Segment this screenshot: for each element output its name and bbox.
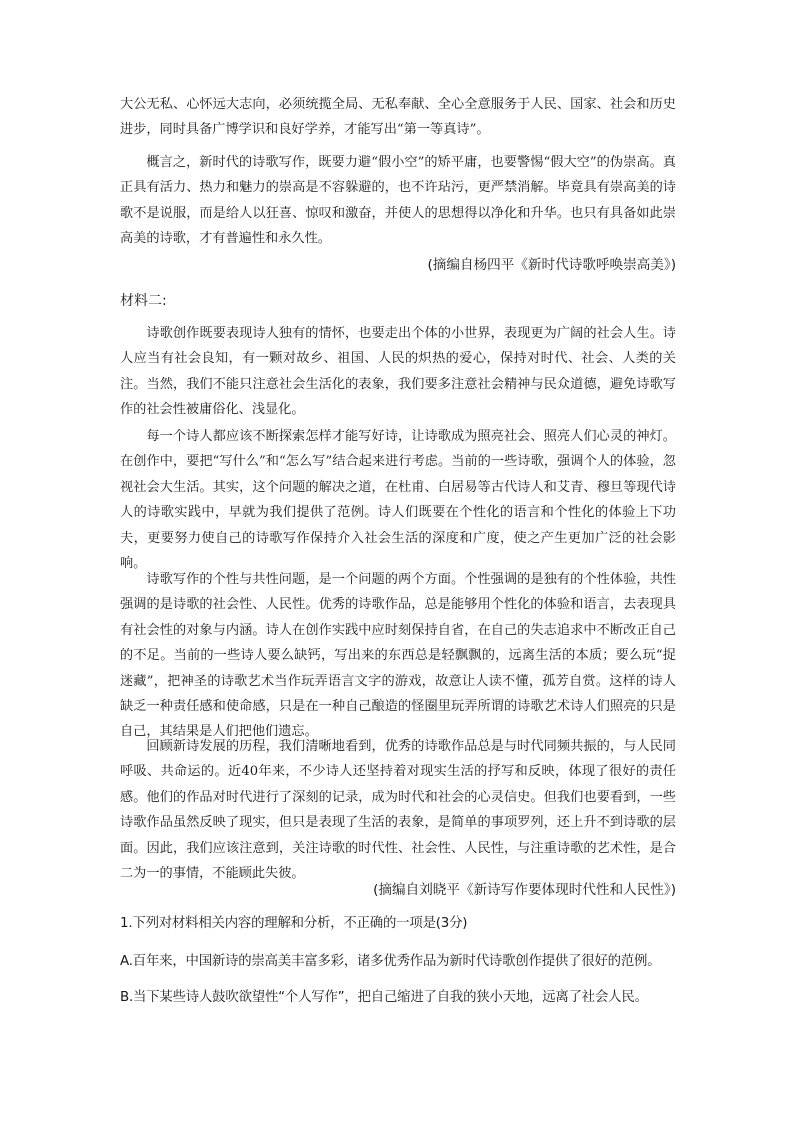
material2-label: 材料二:	[120, 293, 167, 309]
question-1-option-a: A.百年来，中国新诗的崇高美丰富多彩，诸多优秀作品为新时代诗歌创作提供了很好的范例。	[120, 954, 661, 969]
material1-paragraph-summary: 概言之，新时代的诗歌写作，既要力避“假小空”的矫平庸，也要警惕“假大空”的伪崇高。真正具有活力、热力和魅力的崇高是不容躲避的，也不许玷污，更严禁消解。毕竟具有崇高美的诗歌不是说服，而是给人以狂喜、惊叹和激奋，并使人的思想得以净化和升华。也只有具备如此崇高美的诗歌，才有普遍性和永久性。	[120, 155, 676, 247]
question-1-stem: 1.下列对材料相关内容的理解和分析，不正确的一项是(3分)	[120, 916, 468, 931]
material2-paragraph-3: 诗歌写作的个性与共性问题，是一个问题的两个方面。个性强调的是独有的个性体验，共性强调的是诗歌的社会性、人民性。优秀的诗歌作品，总是能够用个性化的体验和语言，去表现具有社会性的对象与内涵。诗人在创作实践中应时刻保持自省，在自己的失志追求中不断改正自己的不足。当前的一些诗人要么缺钙，写出来的东西总是轻飘飘的，远离生活的本质；要么玩“捉迷藏”，把神圣的诗歌艺术当作玩弄语言文字的游戏，故意让人读不懂，孤芳自赏。这样的诗人缺乏一种责任感和使命感，只是在一种自己酿造的怪圈里玩弄所谓的诗歌艺术诗人们照亮的只是自己，其结果是人们把他们遗忘。	[120, 572, 676, 740]
material2-paragraph-4: 回顾新诗发展的历程，我们清晰地看到，优秀的诗歌作品总是与时代同频共振的，与人民同呼吸、共命运的。近40年来，不少诗人还坚持着对现实生活的抒写和反映，体现了很好的责任感。他们的作品对时代进行了深刻的记录，成为时代和社会的心灵信史。但我们也要看到，一些诗歌作品虽然反映了现实，但只是表现了生活的表象，是简单的事项罗列，还上升不到诗歌的层面。因此，我们应该注意到，关注诗歌的时代性、社会性、人民性，与注重诗歌的艺术性，是合二为一的事情，不能顾此失彼。	[120, 739, 676, 882]
material1-source: (摘编自杨四平《新时代诗歌呼唤崇高美》)	[427, 257, 676, 273]
material2-paragraph-2: 每一个诗人都应该不断探索怎样才能写好诗，让诗歌成为照亮社会、照亮人们心灵的神灯。在创作中，要把“写什么”和“怎么写”结合起来进行考虑。当前的一些诗歌，强调个人的体验，忽视社会大生活。其实，这个问题的解决之道，在杜甫、白居易等古代诗人和艾青、穆旦等现代诗人的诗歌实践中，早就为我们提供了范例。诗人们既要在个性化的语言和个性化的体验上下功夫，更要努力使自己的诗歌写作保持介入社会生活的深度和广度，使之产生更加广泛的社会影响。	[120, 429, 676, 572]
question-1-option-b: B.当下某些诗人鼓吹欲望性“个人写作”，把自己缩进了自我的狭小天地，远离了社会人民。	[120, 990, 648, 1005]
material2-paragraph-1: 诗歌创作既要表现诗人独有的情怀，也要走出个体的小世界，表现更为广阔的社会人生。诗人应当有社会良知，有一颗对故乡、祖国、人民的炽热的爱心，保持对时代、社会、人类的关注。当然，我们不能只注意社会生活化的表象，我们要多注意社会精神与民众道德，避免诗歌写作的社会性被庸俗化、浅显化。	[120, 326, 676, 418]
material1-paragraph-continued: 大公无私、心怀远大志向，必须统揽全局、无私奉献、全心全意服务于人民、国家、社会和历史进步，同时具备广博学识和良好学养，才能写出“第一等真诗”。	[120, 97, 676, 138]
material2-source: (摘编自刘晓平《新诗写作要体现时代性和人民性》)	[373, 882, 676, 898]
